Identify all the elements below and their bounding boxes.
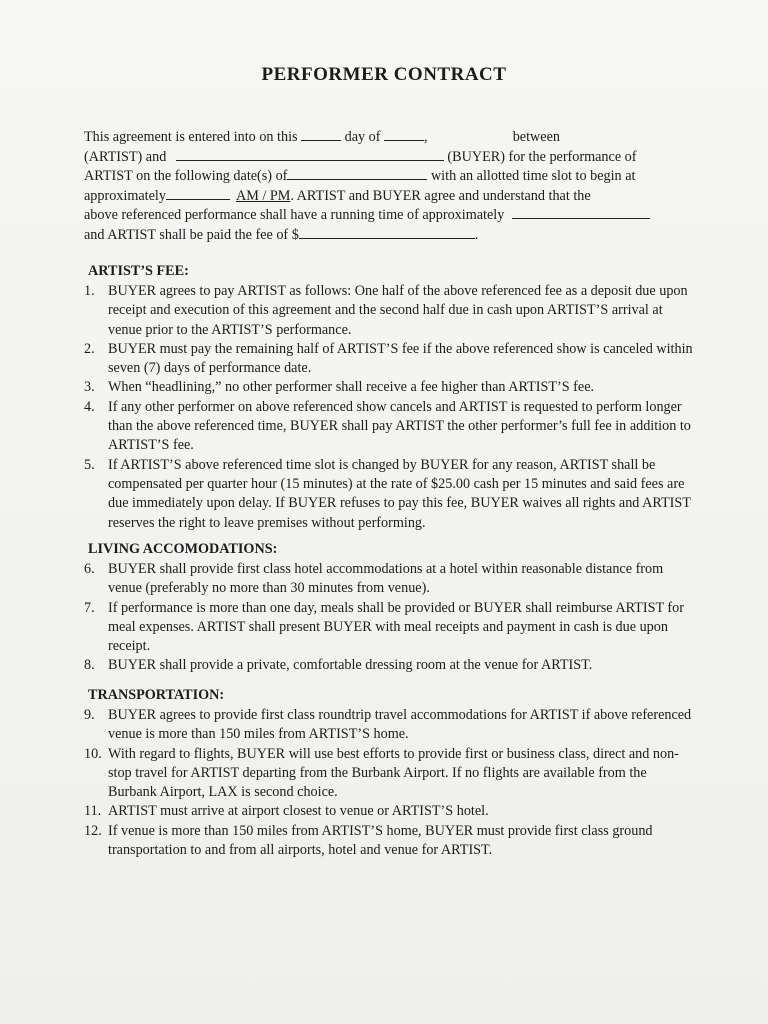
intro-line-5 <box>84 205 688 225</box>
intro-text: between <box>512 129 560 145</box>
intro-line-2 <box>84 147 688 167</box>
item-text: BUYER shall provide a private, comfortable dressing room at the venue for ARTIST. <box>108 657 593 674</box>
item-number: 5. <box>84 456 95 473</box>
item-text: If ARTIST’S above referenced time slot is changed by BUYER for any reason, ARTIST shall be compensated per quarter hour (15 minutes) at the rate of $25.00 cash per 15 minutes and said fees are due immediately upon delay. If BUYER refuses to pay this fee, BUYER waives all rights and ARTIST reserves the right to leave premises without performing. <box>108 456 691 531</box>
section-heading: LIVING ACCOMODATIONS: <box>88 541 278 557</box>
item-text: ARTIST must arrive at airport closest to venue or ARTIST’S hotel. <box>108 803 489 820</box>
item-text: If performance is more than one day, meals shall be provided or BUYER shall reimburse ARTIST for meal expenses. ARTIST shall present BUYER with meal receipts and payment in cash is due upon receipt. <box>108 599 684 655</box>
item-number: 10. <box>84 745 102 762</box>
list-item <box>84 802 694 821</box>
intro-text: day of <box>344 129 381 145</box>
list-item <box>84 378 694 397</box>
list-item <box>84 340 694 379</box>
item-number: 9. <box>84 707 95 723</box>
item-text: With regard to flights, BUYER will use best efforts to provide first or business class, direct and non-stop travel for ARTIST departing from the Burbank Airport. If no flights are available from the Burbank Airport, LAX is second choice. <box>108 745 679 801</box>
time-blank[interactable] <box>166 186 230 200</box>
intro-text: with an allotted time slot to begin at <box>430 168 636 184</box>
item-number: 7. <box>84 599 95 616</box>
item-number: 6. <box>84 561 95 577</box>
document-title: PERFORMER CONTRACT <box>261 64 507 85</box>
item-number: 12. <box>84 822 102 839</box>
intro-text: approximately <box>84 187 166 204</box>
item-number: 4. <box>84 398 95 415</box>
intro-text: (BUYER) for the performance of <box>447 148 637 165</box>
am-pm-label: AM / PM <box>235 187 291 204</box>
item-number: 3. <box>84 379 95 396</box>
month-blank[interactable] <box>384 127 424 141</box>
item-number: 11. <box>84 803 102 820</box>
section-heading: TRANSPORTATION: <box>88 687 225 703</box>
intro-line-6 <box>84 225 688 245</box>
item-text: If any other performer on above referenced show cancels and ARTIST is requested to perform longer than the above referenced time, BUYER shall pay ARTIST the other performer’s full fee in addition to ARTIST’S fee. <box>108 398 691 454</box>
transportation-section <box>84 686 694 860</box>
list-item <box>84 745 694 803</box>
item-text: BUYER agrees to provide first class roundtrip travel accommodations for ARTIST if above referenced venue is more than 150 miles from ARTIST’S home. <box>108 707 692 743</box>
list-item <box>84 560 694 599</box>
buyer-name-blank[interactable] <box>176 147 444 161</box>
item-number: 1. <box>84 283 95 299</box>
intro-text: , <box>424 129 428 145</box>
section-heading: ARTIST’S FEE: <box>88 263 189 279</box>
list-item <box>84 282 694 340</box>
item-text: When “headlining,” no other performer shall receive a fee higher than ARTIST’S fee. <box>108 379 595 396</box>
intro-text: (ARTIST) and <box>84 148 167 165</box>
intro-text: above referenced performance shall have a running time of approximately <box>84 207 505 223</box>
intro-paragraph <box>84 127 688 244</box>
list-item <box>84 456 694 533</box>
item-text: BUYER agrees to pay ARTIST as follows: One half of the above referenced fee as a deposit due upon receipt and execution of this agreement and the second half due in cash upon ARTIST’S arrival at venue prior to the ARTIST’S performance. <box>108 283 688 338</box>
list-item <box>84 706 694 745</box>
intro-text: ARTIST on the following date(s) of <box>84 168 288 184</box>
item-text: BUYER must pay the remaining half of ARTIST’S fee if the above referenced show is canceled within seven (7) days of performance date. <box>108 340 693 377</box>
item-number: 2. <box>84 340 95 357</box>
intro-text: . ARTIST and BUYER agree and understand that the <box>290 187 591 204</box>
item-number: 8. <box>84 657 95 674</box>
intro-text: . <box>474 226 479 243</box>
intro-line-4 <box>84 186 688 206</box>
day-blank[interactable] <box>301 127 341 141</box>
item-text: BUYER shall provide first class hotel accommodations at a hotel within reasonable distance from venue (preferably no more than 30 minutes from venue). <box>108 561 664 597</box>
list-item <box>84 822 694 861</box>
item-text: If venue is more than 150 miles from ARTIST’S home, BUYER must provide first class ground transportation to and from all airports, hotel and venue for ARTIST. <box>108 822 653 859</box>
intro-line-3 <box>84 166 688 186</box>
intro-text: and ARTIST shall be paid the fee of $ <box>84 226 299 243</box>
dates-blank[interactable] <box>287 166 427 180</box>
list-item <box>84 599 694 657</box>
list-item <box>84 398 694 456</box>
list-item <box>84 656 694 675</box>
intro-text: This agreement is entered into on this <box>84 129 298 145</box>
intro-line-1 <box>84 127 688 147</box>
running-time-blank[interactable] <box>512 205 650 219</box>
artist-fee-section <box>84 262 694 533</box>
fee-blank[interactable] <box>299 225 475 239</box>
living-accommodations-section <box>84 540 694 676</box>
